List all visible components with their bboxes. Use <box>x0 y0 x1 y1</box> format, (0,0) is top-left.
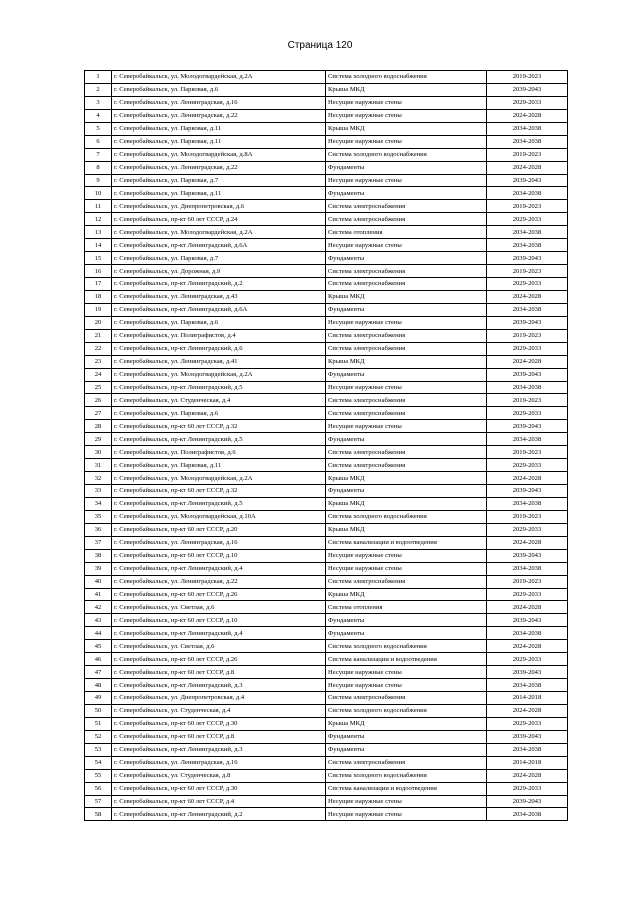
row-number-cell: 11 <box>85 200 112 213</box>
row-number-cell: 53 <box>85 743 112 756</box>
period-cell: 2029-2033 <box>487 278 568 291</box>
table-row <box>85 433 568 446</box>
work-type-cell: Крыша МКД <box>326 83 487 96</box>
address-cell: г. Северобайкальск, ул. Молодогвардейская, д.10А <box>112 510 326 523</box>
period-cell: 2029-2033 <box>487 459 568 472</box>
period-cell: 2024-2028 <box>487 355 568 368</box>
row-number-cell: 12 <box>85 213 112 226</box>
work-type-cell: Фундаменты <box>326 627 487 640</box>
row-number-cell: 39 <box>85 562 112 575</box>
address-cell: г. Северобайкальск, ул. Ленинградская, д.22 <box>112 109 326 122</box>
work-type-cell: Крыша МКД <box>326 472 487 485</box>
table-row <box>85 71 568 84</box>
work-type-cell: Система электроснабжения <box>326 575 487 588</box>
address-cell: г. Северобайкальск, ул. Ленинградская, д.16 <box>112 96 326 109</box>
address-cell: г. Северобайкальск, пр-кт Ленинградский, д.2 <box>112 808 326 821</box>
table-row <box>85 730 568 743</box>
work-type-cell: Система электроснабжения <box>326 446 487 459</box>
work-type-cell: Система отопления <box>326 226 487 239</box>
table-row <box>85 290 568 303</box>
table-body <box>85 71 568 821</box>
period-cell: 2029-2033 <box>487 96 568 109</box>
table-row <box>85 653 568 666</box>
work-type-cell: Фундаменты <box>326 303 487 316</box>
work-type-cell: Несущие наружные стены <box>326 666 487 679</box>
row-number-cell: 8 <box>85 161 112 174</box>
work-type-cell: Фундаменты <box>326 614 487 627</box>
period-cell: 2029-2033 <box>487 717 568 730</box>
row-number-cell: 49 <box>85 692 112 705</box>
table-row <box>85 278 568 291</box>
table-row <box>85 575 568 588</box>
table-row <box>85 666 568 679</box>
period-cell: 2039-2043 <box>487 368 568 381</box>
work-type-cell: Система холодного водоснабжения <box>326 704 487 717</box>
work-type-cell: Фундаменты <box>326 730 487 743</box>
table-row <box>85 316 568 329</box>
table-row <box>85 614 568 627</box>
table-row <box>85 355 568 368</box>
period-cell: 2034-2038 <box>487 562 568 575</box>
address-cell: г. Северобайкальск, ул. Парковая, д.6 <box>112 316 326 329</box>
row-number-cell: 25 <box>85 381 112 394</box>
work-type-cell: Крыша МКД <box>326 717 487 730</box>
period-cell: 2029-2033 <box>487 588 568 601</box>
table-row <box>85 485 568 498</box>
work-type-cell: Несущие наружные стены <box>326 562 487 575</box>
address-cell: г. Северобайкальск, пр-кт Ленинградский, д.5 <box>112 381 326 394</box>
period-cell: 2019-2023 <box>487 394 568 407</box>
work-type-cell: Фундаменты <box>326 187 487 200</box>
period-cell: 2019-2023 <box>487 575 568 588</box>
address-cell: г. Северобайкальск, пр-кт 60 лет СССР, д.4 <box>112 795 326 808</box>
address-cell: г. Северобайкальск, пр-кт 60 лет СССР, д.30 <box>112 717 326 730</box>
period-cell: 2024-2028 <box>487 601 568 614</box>
address-cell: г. Северобайкальск, ул. Полиграфистов, д.4 <box>112 329 326 342</box>
address-cell: г. Северобайкальск, пр-кт Ленинградский, д.6 <box>112 342 326 355</box>
work-type-cell: Несущие наружные стены <box>326 808 487 821</box>
row-number-cell: 21 <box>85 329 112 342</box>
address-cell: г. Северобайкальск, пр-кт 60 лет СССР, д.30 <box>112 782 326 795</box>
period-cell: 2024-2028 <box>487 536 568 549</box>
table-row <box>85 536 568 549</box>
work-type-cell: Несущие наружные стены <box>326 795 487 808</box>
work-type-cell: Система электроснабжения <box>326 213 487 226</box>
row-number-cell: 34 <box>85 497 112 510</box>
row-number-cell: 9 <box>85 174 112 187</box>
period-cell: 2029-2033 <box>487 653 568 666</box>
table-row <box>85 381 568 394</box>
table-row <box>85 692 568 705</box>
period-cell: 2034-2038 <box>487 497 568 510</box>
period-cell: 2034-2038 <box>487 743 568 756</box>
period-cell: 2034-2038 <box>487 808 568 821</box>
period-cell: 2034-2038 <box>487 381 568 394</box>
period-cell: 2034-2038 <box>487 303 568 316</box>
table-row <box>85 510 568 523</box>
work-type-cell: Система холодного водоснабжения <box>326 769 487 782</box>
period-cell: 2024-2028 <box>487 704 568 717</box>
work-type-cell: Крыша МКД <box>326 355 487 368</box>
row-number-cell: 17 <box>85 278 112 291</box>
row-number-cell: 14 <box>85 239 112 252</box>
row-number-cell: 13 <box>85 226 112 239</box>
address-cell: г. Северобайкальск, ул. Парковая, д.7 <box>112 252 326 265</box>
table-row <box>85 174 568 187</box>
row-number-cell: 55 <box>85 769 112 782</box>
row-number-cell: 32 <box>85 472 112 485</box>
table-row <box>85 472 568 485</box>
row-number-cell: 44 <box>85 627 112 640</box>
work-type-cell: Несущие наружные стены <box>326 96 487 109</box>
address-cell: г. Северобайкальск, ул. Молодогвардейская, д.2А <box>112 368 326 381</box>
table-row <box>85 679 568 692</box>
row-number-cell: 35 <box>85 510 112 523</box>
row-number-cell: 24 <box>85 368 112 381</box>
period-cell: 2039-2043 <box>487 83 568 96</box>
table-row <box>85 562 568 575</box>
table-row <box>85 704 568 717</box>
period-cell: 2024-2028 <box>487 640 568 653</box>
table-row <box>85 782 568 795</box>
row-number-cell: 33 <box>85 485 112 498</box>
work-type-cell: Система отопления <box>326 601 487 614</box>
work-type-cell: Система электроснабжения <box>326 394 487 407</box>
row-number-cell: 29 <box>85 433 112 446</box>
row-number-cell: 42 <box>85 601 112 614</box>
page-number-label: Страница 120 <box>287 40 353 51</box>
table-row <box>85 808 568 821</box>
row-number-cell: 31 <box>85 459 112 472</box>
period-cell: 2019-2023 <box>487 265 568 278</box>
address-cell: г. Северобайкальск, ул. Парковая, д.11 <box>112 122 326 135</box>
table-row <box>85 303 568 316</box>
row-number-cell: 30 <box>85 446 112 459</box>
row-number-cell: 19 <box>85 303 112 316</box>
work-type-cell: Крыша МКД <box>326 497 487 510</box>
work-type-cell: Несущие наружные стены <box>326 135 487 148</box>
row-number-cell: 23 <box>85 355 112 368</box>
table-row <box>85 407 568 420</box>
work-type-cell: Система электроснабжения <box>326 329 487 342</box>
row-number-cell: 1 <box>85 71 112 84</box>
work-type-cell: Несущие наружные стены <box>326 381 487 394</box>
period-cell: 2029-2033 <box>487 213 568 226</box>
address-cell: г. Северобайкальск, ул. Студенческая, д.8 <box>112 769 326 782</box>
row-number-cell: 26 <box>85 394 112 407</box>
row-number-cell: 41 <box>85 588 112 601</box>
period-cell: 2034-2038 <box>487 135 568 148</box>
table-row <box>85 394 568 407</box>
period-cell: 2039-2043 <box>487 730 568 743</box>
work-type-cell: Несущие наружные стены <box>326 420 487 433</box>
row-number-cell: 43 <box>85 614 112 627</box>
period-cell: 2024-2028 <box>487 109 568 122</box>
address-cell: г. Северобайкальск, ул. Парковая, д.11 <box>112 187 326 200</box>
table-row <box>85 769 568 782</box>
address-cell: г. Северобайкальск, пр-кт Ленинградский, д.6А <box>112 303 326 316</box>
address-cell: г. Северобайкальск, пр-кт Ленинградский, д.4 <box>112 627 326 640</box>
period-cell: 2034-2038 <box>487 122 568 135</box>
table-row <box>85 640 568 653</box>
work-type-cell: Система холодного водоснабжения <box>326 148 487 161</box>
address-cell: г. Северобайкальск, ул. Молодогвардейская, д.2А <box>112 71 326 84</box>
table-row <box>85 226 568 239</box>
table-row <box>85 200 568 213</box>
address-cell: г. Северобайкальск, ул. Молодогвардейская, д.8А <box>112 148 326 161</box>
table-row <box>85 497 568 510</box>
address-cell: г. Северобайкальск, пр-кт 60 лет СССР, д.10 <box>112 549 326 562</box>
row-number-cell: 40 <box>85 575 112 588</box>
address-cell: г. Северобайкальск, ул. Парковая, д.11 <box>112 459 326 472</box>
table-row <box>85 252 568 265</box>
table-row <box>85 122 568 135</box>
period-cell: 2039-2043 <box>487 420 568 433</box>
work-type-cell: Фундаменты <box>326 368 487 381</box>
address-cell: г. Северобайкальск, пр-кт Ленинградский, д.4 <box>112 562 326 575</box>
work-type-cell: Фундаменты <box>326 743 487 756</box>
address-cell: г. Северобайкальск, пр-кт 60 лет СССР, д.20 <box>112 523 326 536</box>
work-type-cell: Система канализации и водоотведения <box>326 653 487 666</box>
period-cell: 2024-2028 <box>487 769 568 782</box>
address-cell: г. Северобайкальск, ул. Парковая, д.7 <box>112 174 326 187</box>
address-cell: г. Северобайкальск, ул. Парковая, д.11 <box>112 135 326 148</box>
period-cell: 2024-2028 <box>487 472 568 485</box>
work-type-cell: Несущие наружные стены <box>326 316 487 329</box>
row-number-cell: 46 <box>85 653 112 666</box>
row-number-cell: 10 <box>85 187 112 200</box>
work-type-cell: Фундаменты <box>326 485 487 498</box>
address-cell: г. Северобайкальск, ул. Светлая, д.6 <box>112 601 326 614</box>
table-row <box>85 523 568 536</box>
row-number-cell: 56 <box>85 782 112 795</box>
row-number-cell: 51 <box>85 717 112 730</box>
row-number-cell: 38 <box>85 549 112 562</box>
period-cell: 2019-2023 <box>487 510 568 523</box>
address-cell: г. Северобайкальск, пр-кт 60 лет СССР, д.32 <box>112 485 326 498</box>
work-type-cell: Фундаменты <box>326 433 487 446</box>
row-number-cell: 48 <box>85 679 112 692</box>
row-number-cell: 18 <box>85 290 112 303</box>
table-row <box>85 109 568 122</box>
work-type-cell: Крыша МКД <box>326 290 487 303</box>
work-type-cell: Фундаменты <box>326 252 487 265</box>
period-cell: 2014-2018 <box>487 692 568 705</box>
address-cell: г. Северобайкальск, ул. Ленинградская, д.43 <box>112 290 326 303</box>
row-number-cell: 47 <box>85 666 112 679</box>
period-cell: 2034-2038 <box>487 187 568 200</box>
work-type-cell: Система электроснабжения <box>326 459 487 472</box>
period-cell: 2034-2038 <box>487 679 568 692</box>
table-row <box>85 756 568 769</box>
period-cell: 2039-2043 <box>487 316 568 329</box>
work-type-cell: Система электроснабжения <box>326 692 487 705</box>
table-row <box>85 549 568 562</box>
address-cell: г. Северобайкальск, пр-кт 60 лет СССР, д.26 <box>112 653 326 666</box>
period-cell: 2039-2043 <box>487 252 568 265</box>
address-cell: г. Северобайкальск, ул. Ленинградская, д.22 <box>112 161 326 174</box>
row-number-cell: 4 <box>85 109 112 122</box>
period-cell: 2039-2043 <box>487 174 568 187</box>
work-type-cell: Фундаменты <box>326 161 487 174</box>
period-cell: 2029-2033 <box>487 407 568 420</box>
period-cell: 2034-2038 <box>487 433 568 446</box>
address-cell: г. Северобайкальск, ул. Днепропетровская, д.6 <box>112 200 326 213</box>
row-number-cell: 54 <box>85 756 112 769</box>
row-number-cell: 36 <box>85 523 112 536</box>
address-cell: г. Северобайкальск, ул. Дорожная, д.9 <box>112 265 326 278</box>
address-cell: г. Северобайкальск, ул. Молодогвардейская, д.2А <box>112 226 326 239</box>
table-row <box>85 459 568 472</box>
work-type-cell: Несущие наружные стены <box>326 174 487 187</box>
address-cell: г. Северобайкальск, пр-кт Ленинградский, д.3 <box>112 679 326 692</box>
period-cell: 2029-2033 <box>487 782 568 795</box>
table-row <box>85 161 568 174</box>
table-row <box>85 717 568 730</box>
table-row <box>85 96 568 109</box>
row-number-cell: 16 <box>85 265 112 278</box>
address-cell: г. Северобайкальск, пр-кт Ленинградский, д.2 <box>112 278 326 291</box>
table-row <box>85 588 568 601</box>
address-cell: г. Северобайкальск, ул. Ленинградская, д.16 <box>112 756 326 769</box>
row-number-cell: 52 <box>85 730 112 743</box>
period-cell: 2034-2038 <box>487 226 568 239</box>
table-row <box>85 420 568 433</box>
row-number-cell: 57 <box>85 795 112 808</box>
period-cell: 2024-2028 <box>487 290 568 303</box>
period-cell: 2014-2018 <box>487 756 568 769</box>
address-cell: г. Северобайкальск, пр-кт 60 лет СССР, д.8 <box>112 730 326 743</box>
address-cell: г. Северобайкальск, ул. Ленинградская, д.16 <box>112 536 326 549</box>
work-type-cell: Система холодного водоснабжения <box>326 71 487 84</box>
work-type-cell: Крыша МКД <box>326 122 487 135</box>
period-cell: 2034-2038 <box>487 627 568 640</box>
period-cell: 2019-2023 <box>487 71 568 84</box>
work-type-cell: Система канализации и водоотведения <box>326 536 487 549</box>
address-cell: г. Северобайкальск, ул. Парковая, д.6 <box>112 407 326 420</box>
table-row <box>85 446 568 459</box>
address-cell: г. Северобайкальск, пр-кт 60 лет СССР, д.10 <box>112 614 326 627</box>
row-number-cell: 27 <box>85 407 112 420</box>
table-row <box>85 795 568 808</box>
address-cell: г. Северобайкальск, ул. Ленинградская, д.22 <box>112 575 326 588</box>
work-type-cell: Система электроснабжения <box>326 756 487 769</box>
table-row <box>85 329 568 342</box>
table-row <box>85 83 568 96</box>
row-number-cell: 37 <box>85 536 112 549</box>
table-row <box>85 743 568 756</box>
address-cell: г. Северобайкальск, пр-кт Ленинградский, д.6А <box>112 239 326 252</box>
period-cell: 2039-2043 <box>487 485 568 498</box>
period-cell: 2039-2043 <box>487 666 568 679</box>
address-cell: г. Северобайкальск, ул. Парковая, д.6 <box>112 83 326 96</box>
address-cell: г. Северобайкальск, ул. Молодогвардейская, д.2А <box>112 472 326 485</box>
period-cell: 2039-2043 <box>487 795 568 808</box>
table-row <box>85 342 568 355</box>
work-type-cell: Несущие наружные стены <box>326 679 487 692</box>
address-cell: г. Северобайкальск, ул. Полиграфистов, д.6 <box>112 446 326 459</box>
table-row <box>85 148 568 161</box>
work-type-cell: Система канализации и водоотведения <box>326 782 487 795</box>
address-cell: г. Северобайкальск, ул. Студенческая, д.4 <box>112 704 326 717</box>
period-cell: 2019-2023 <box>487 148 568 161</box>
row-number-cell: 3 <box>85 96 112 109</box>
period-cell: 2024-2028 <box>487 161 568 174</box>
period-cell: 2039-2043 <box>487 549 568 562</box>
period-cell: 2034-2038 <box>487 239 568 252</box>
address-cell: г. Северобайкальск, ул. Днепропетровская, д.4 <box>112 692 326 705</box>
table-row <box>85 187 568 200</box>
table-row <box>85 627 568 640</box>
row-number-cell: 6 <box>85 135 112 148</box>
address-cell: г. Северобайкальск, ул. Светлая, д.6 <box>112 640 326 653</box>
row-number-cell: 22 <box>85 342 112 355</box>
address-cell: г. Северобайкальск, пр-кт 60 лет СССР, д.8 <box>112 666 326 679</box>
address-cell: г. Северобайкальск, пр-кт Ленинградский, д.3 <box>112 743 326 756</box>
table-row <box>85 213 568 226</box>
work-type-cell: Несущие наружные стены <box>326 239 487 252</box>
row-number-cell: 15 <box>85 252 112 265</box>
period-cell: 2029-2033 <box>487 523 568 536</box>
work-type-cell: Система электроснабжения <box>326 407 487 420</box>
row-number-cell: 45 <box>85 640 112 653</box>
row-number-cell: 2 <box>85 83 112 96</box>
period-cell: 2029-2033 <box>487 342 568 355</box>
address-cell: г. Северобайкальск, пр-кт 60 лет СССР, д.32 <box>112 420 326 433</box>
table-row <box>85 601 568 614</box>
work-type-cell: Несущие наружные стены <box>326 549 487 562</box>
table-row <box>85 265 568 278</box>
work-type-cell: Крыша МКД <box>326 523 487 536</box>
work-type-cell: Крыша МКД <box>326 588 487 601</box>
address-cell: г. Северобайкальск, ул. Студенческая, д.4 <box>112 394 326 407</box>
address-cell: г. Северобайкальск, ул. Ленинградская, д.41 <box>112 355 326 368</box>
row-number-cell: 50 <box>85 704 112 717</box>
work-type-cell: Система холодного водоснабжения <box>326 510 487 523</box>
period-cell: 2019-2023 <box>487 200 568 213</box>
period-cell: 2039-2043 <box>487 614 568 627</box>
repair-schedule-table <box>84 70 568 821</box>
work-type-cell: Система электроснабжения <box>326 265 487 278</box>
work-type-cell: Система электроснабжения <box>326 278 487 291</box>
table-row <box>85 239 568 252</box>
row-number-cell: 7 <box>85 148 112 161</box>
row-number-cell: 28 <box>85 420 112 433</box>
address-cell: г. Северобайкальск, пр-кт 60 лет СССР, д.24 <box>112 213 326 226</box>
row-number-cell: 5 <box>85 122 112 135</box>
work-type-cell: Несущие наружные стены <box>326 109 487 122</box>
work-type-cell: Система электроснабжения <box>326 200 487 213</box>
row-number-cell: 58 <box>85 808 112 821</box>
period-cell: 2019-2023 <box>487 329 568 342</box>
address-cell: г. Северобайкальск, пр-кт Ленинградский, д.5 <box>112 433 326 446</box>
row-number-cell: 20 <box>85 316 112 329</box>
work-type-cell: Система холодного водоснабжения <box>326 640 487 653</box>
period-cell: 2019-2023 <box>487 446 568 459</box>
table-row <box>85 368 568 381</box>
work-type-cell: Система электроснабжения <box>326 342 487 355</box>
address-cell: г. Северобайкальск, пр-кт 60 лет СССР, д.26 <box>112 588 326 601</box>
address-cell: г. Северобайкальск, пр-кт Ленинградский, д.5 <box>112 497 326 510</box>
table-row <box>85 135 568 148</box>
